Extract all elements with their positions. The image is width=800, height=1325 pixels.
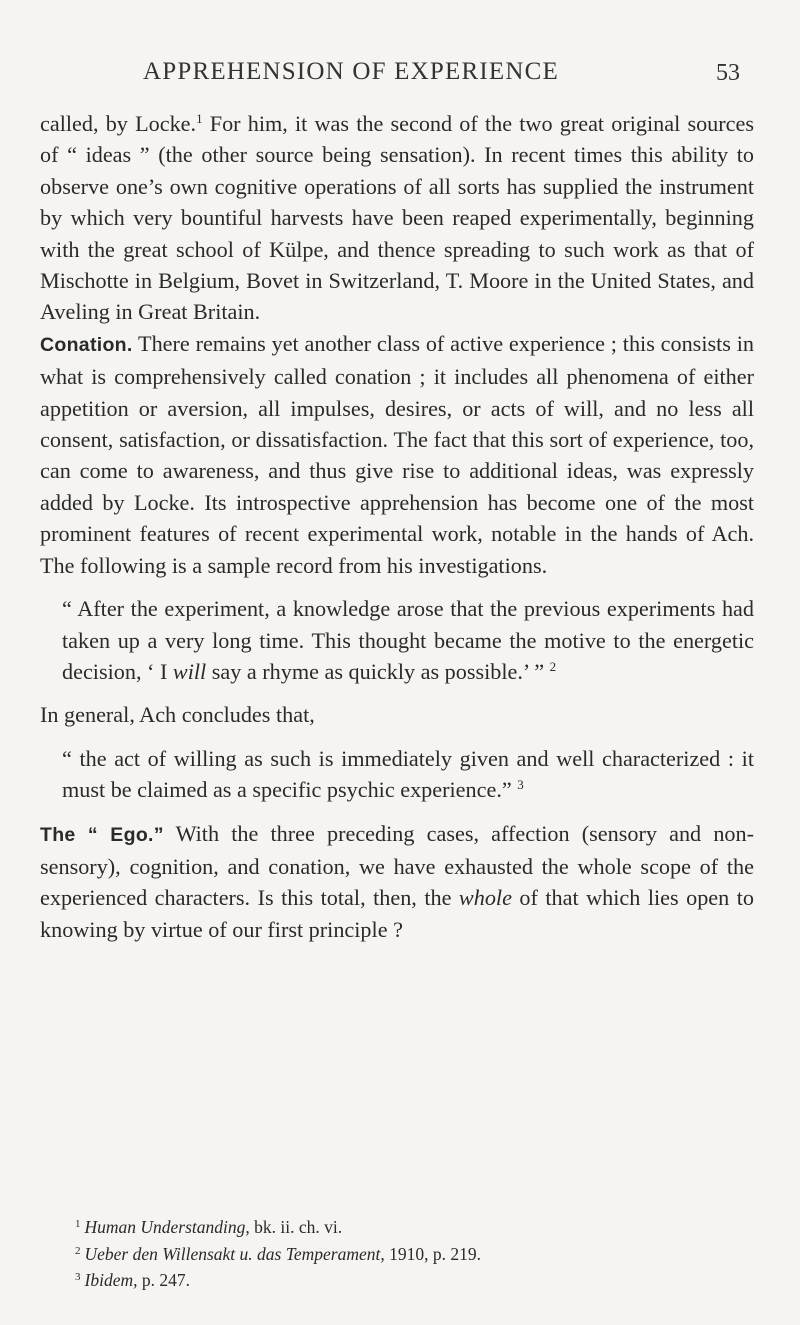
footnote-ref-3: 3 bbox=[517, 777, 524, 793]
paragraph-conation: Conation. There remains yet another class of active experience ; this consists in what is comprehensively called conation ; it includes all phenomena of either appetition or aversion, all impulses, desires, or acts of will, and no less all consent, satisfaction, or dissatisfaction. The fact that this sort of experience, too, can come to awareness, and thus give rise to additional ideas, was expressly added by Locke. Its introspective apprehension has become one of the most prominent features of recent experimental work, notable in the hands of Ach. The following is a sample record from his investigations. bbox=[40, 330, 754, 578]
running-title: APPREHENSION OF EXPERIENCE bbox=[143, 58, 559, 85]
paragraph-ach-concludes: In general, Ach concludes that, bbox=[40, 702, 315, 728]
section-heading-conation: Conation. bbox=[40, 333, 133, 356]
footnote-ref-2: 2 bbox=[549, 658, 557, 674]
footnote: $^2$ Ueber den Willensakt u. das Temperament, 1910, p. 219. bbox=[75, 1243, 481, 1264]
block-quote-willing: “ the act of willing as such is immediately given and well characterized : it must be claimed as a specific psychic experience.” $^3$ bbox=[62, 745, 754, 803]
paragraph-locke: called, by Locke.$^1$ For him, it was the second of the two great original sources of “ ideas ” (the other source being sensation). In recent times this ability to observe one’s own cognitive operations of all sorts has supplied the instrument by which very bountiful harvests have been reaped experimentally, beginning with the great school of Külpe, and thence spreading to such work as that of Mischotte in Belgium, Bovet in Switzerland, T. Moore in the United States, and Aveling in Great Britain. bbox=[40, 111, 754, 325]
footnotes bbox=[75, 1214, 755, 1294]
body-text bbox=[40, 108, 754, 945]
footnote: $^3$ Ibidem, p. 247. bbox=[75, 1270, 190, 1290]
block-quote-ach: “ After the experiment, a knowledge arose that the previous experiments had taken up a very long time. This thought became the motive to the energetic decision, ‘ I will say a rhyme as quickly as possible.’ ” $^2$ bbox=[62, 596, 754, 684]
section-heading-ego: The “ Ego.” bbox=[40, 823, 164, 846]
page-number: 53 bbox=[716, 60, 740, 86]
running-head bbox=[40, 58, 740, 98]
footnote-ref-1: 1 bbox=[196, 111, 203, 126]
footnote: $^1$ Human Understanding, bk. ii. ch. vi. bbox=[75, 1217, 343, 1237]
paragraph-ego: The “ Ego.” With the three preceding cases, affection (sensory and non-sensory), cognition, and conation, we have exhausted the whole scope of the experienced characters. Is this total, then, the whole of that which lies open to knowing by virtue of our first principle ? bbox=[40, 820, 754, 942]
